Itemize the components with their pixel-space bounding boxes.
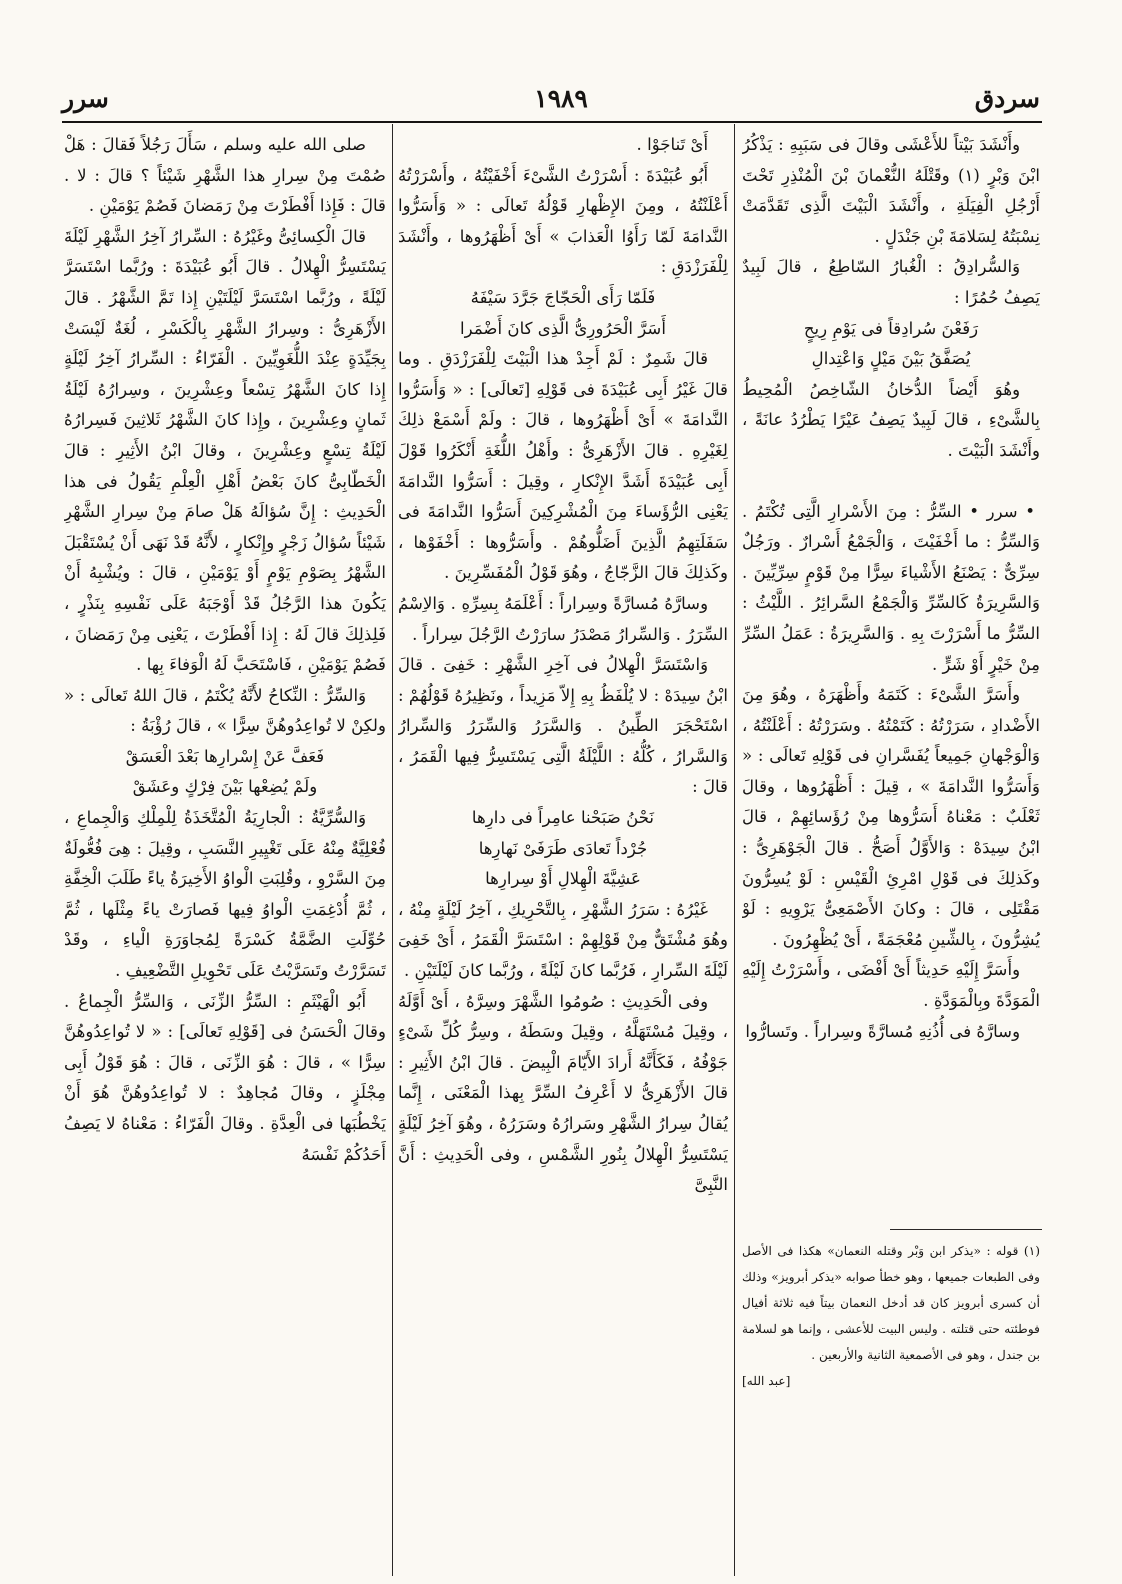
paragraph: وأَسَرَّ الشَّىْءَ : كَتَمَهُ وأَظْهَرَهُ ، وهُوَ مِنَ الأَضْدادِ ، سَرَرْتُهُ : كَتَمْتُهُ . وسَرَرْتُهُ : أَعْلَنْتُهُ ، وَالْوَجْهانِ جَمِيعاً يُفَسَّرانِ فى قَوْلِهِ تَعالَى : « وَأَسَرُّوا النَّدامَةَ » ، قِيلَ : أَظْهَرُوها ، وقالَ ثَعْلَبٌ : مَعْناهُ أَسَرُّوها مِنْ رُؤَسائِهِمْ ، قالَ ابْنُ سِيدَهْ : وَالأَوَّلُ أَصَحُّ . قالَ الْجَوْهَرِىُّ : وكَذلِكَ فى قَوْلِ امْرِئِ الْقَيْسِ : لَوْ يُسِرُّونَ مَقْتَلِى ، قالَ : وكانَ الأَصْمَعِىُّ يَرْوِيهِ : لَوْ يُشِرُّونَ ، بِالشِّينِ مُعْجَمَةً ، أَىْ يُظْهِرُونَ . [742, 685, 1040, 949]
header-rule [62, 121, 1042, 123]
column-divider-left [392, 124, 393, 1576]
paragraph: وَالسُّرادِقُ : الْغُبارُ السّاطِعُ ، قالَ لَبِيدٌ يَصِفُ حُمُرًا : [742, 257, 1040, 307]
paragraph: أَبُو عُبَيْدَةَ : أَسْرَرْتُ الشَّىْءَ أَخْفَيْتُهُ ، وأَسْرَرْتُهُ أَعْلَنْتُهُ ، ومِنَ الإِظْهارِ قَوْلُهُ تَعالَى : « وَأَسَرُّوا النَّدامَةَ لَمّا رَأَوُا الْعَذابَ » أَىْ أَظْهَرُوها ، وأَنْشَدَ لِلْفَرَزْدَقِ : [398, 165, 728, 277]
paragraph: وأَنْشَدَ بَيْتاً للأَعْشَى وقالَ فى سَبَبِهِ : يَذْكُرُ ابْنَ وَبْرٍ (١) وقَتْلَهُ النُّعْمانَ بْنَ الْمُنْذِرِ تَحْتَ أَرْجُلِ الْفِيَلَةِ ، وأَنْشَدَ الْبَيْتَ الَّذِى تَقَدَّمَتْ نِسْبَتُهُ لِسَلامَةَ بْنِ جَنْدَلٍ . [742, 135, 1040, 246]
header-right-word: سردق [974, 84, 1040, 113]
paragraph: غَيْرُهُ : سَرَرُ الشَّهْرِ ، بِالتَّحْرِيكِ ، آخِرُ لَيْلَةٍ مِنْهُ ، وهُوَ مُشْتَقٌّ مِنْ قَوْلِهِمْ : اسْتَسَرَّ الْقَمَرُ ، أَىْ خَفِىَ لَيْلَةَ السِّرارِ ، فَرُبَّما كانَ لَيْلَةً ، ورُبَّما كانَ لَيْلَتَيْنِ . [398, 899, 728, 981]
paragraph: وفى الْحَدِيثِ : صُومُوا الشَّهْرَ وسِرَّهُ ، أَىْ أَوَّلَهُ ، وقِيلَ مُسْتَهَلَّهُ ، وقِيلَ وسَطَهُ ، وسِرُّ كُلِّ شَىْءٍ جَوْفُهُ ، فَكَأَنَّهُ أَرادَ الأَيّامَ الْبِيضَ . قالَ ابْنُ الأَثِيرِ : قالَ الأَزْهَرِىُّ لا أَعْرِفُ السِّرَّ بِهذا الْمَعْنَى ، إِنَّما يُقالُ سِرارُ الشَّهْرِ وسَرارُهُ وسَرَرُهُ ، وهُوَ آخِرُ لَيْلَةٍ يَسْتَسِرُّ الْهِلالُ بِنُورِ الشَّمْسِ ، وفى الْحَدِيثِ : أَنَّ النَّبِىَّ [398, 991, 728, 1195]
paragraph: وَالسِّرُّ : النِّكاحُ لأَنَّهُ يُكْتَمُ ، قالَ اللهُ تَعالَى : « ولكِنْ لا تُواعِدُوهُنَّ سِرًّا » ، قالَ رُؤْبَةُ : [64, 685, 386, 736]
paragraph: قالَ الْكِسائِىُّ وغَيْرُهُ : السِّرارُ آخِرُ الشَّهْرِ لَيْلَةَ يَسْتَسِرُّ الْهِلالُ . قالَ أَبُو عُبَيْدَةَ : ورُبَّما اسْتَسَرَّ لَيْلَةً ، ورُبَّما اسْتَسَرَّ لَيْلَتَيْنِ إِذا تَمَّ الشَّهْرُ . قالَ الأَزْهَرِىُّ : وسِرارُ الشَّهْرِ بِالْكَسْرِ ، لُغَةٌ لَيْسَتْ بِجَيِّدَةٍ عِنْدَ اللُّغَوِيِّينَ . الْفَرّاءُ : السِّرارُ آخِرُ لَيْلَةٍ إِذا كانَ الشَّهْرُ تِسْعاً وعِشْرِينَ ، وسِرارُهُ لَيْلَةُ ثَمانٍ وعِشْرِينَ ، وإِذا كانَ الشَّهْرُ ثَلاثِينَ فَسِرارُهُ لَيْلَةُ تِسْعٍ وعِشْرِينَ ، وقالَ ابْنُ الأَثِيرِ : قالَ الْخَطّابِىُّ كانَ بَعْضُ أَهْلِ الْعِلْمِ يَقُولُ فى هذا الْحَدِيثِ : إِنَّ سُؤالَهُ هَلْ صامَ مِنْ سِرارِ الشَّهْرِ شَيْئاً سُؤالُ زَجْرٍ وإِنْكارٍ ، لأَنَّهُ قَدْ نَهَى أَنْ يُسْتَقْبَلَ الشَّهْرُ بِصَوْمِ يَوْمٍ أَوْ يَوْمَيْنِ ، قالَ : ويُشْبِهُ أَنْ يَكُونَ هذا الرَّجُلُ قَدْ أَوْجَبَهُ عَلَى نَفْسِهِ بِنَذْرٍ ، فَلِذلِكَ قالَ لَهُ : إِذا أَفْطَرْتَ ، يَعْنِى مِنْ رَمَضانَ ، فَصُمْ يَوْمَيْنِ ، فَاسْتَحَبَّ لَهُ الْوَفاءَ بِها . [64, 226, 386, 675]
verse-line: رَفَعْنَ سُرادِقاً فى يَوْمِ رِيحٍ [803, 318, 979, 338]
footnote-text: (١) قوله : «يذكر ابن وَبْر وقتله النعمان» هكذا فى الأصل وفى الطبعات جميعها ، وهو خطأ صوابه «يذكر أبرويز» وذلك أن كسرى أبرويز كان قد أدخل النعمان بيتاً فيه ثلاثة أفيال فوطئته حتى قتلته . وليس البيت للأعشى ، وإنما هو لسلامة بن جندل ، وهو فى الأصمعية الثانية والأربعين . [742, 1244, 1040, 1362]
paragraph: صلى الله عليه وسلم ، سَأَلَ رَجُلاً فَقالَ : هَلْ صُمْتَ مِنْ سِرارِ هذا الشَّهْرِ شَيْئاً ؟ قالَ : لا . قالَ : فَإِذا أَفْطَرْتَ مِنْ رَمَضانَ فَصُمْ يَوْمَيْنِ . [64, 135, 386, 216]
column-divider-right [734, 124, 735, 1576]
footnote-signature: [عبد الله] [742, 1374, 791, 1388]
page-header [0, 0, 1122, 122]
verse-line: فَلَمّا رَأَى الْحَجّاجَ جَرَّدَ سَيْفَهُ [470, 287, 656, 307]
verse-line: أَسَرَّ الْحَرُورِىُّ الَّذِى كانَ أَضْمَرا [460, 318, 666, 338]
page-number: ١٩٨٩ [534, 84, 588, 113]
paragraph: وسارَّهُ مُسارَّةً وسِراراً : أَعْلَمَهُ بِسِرِّهِ . وَالاِسْمُ السِّرَرُ . وَالسِّرارُ مَصْدَرُ سارَرْتُ الرَّجُلَ سِراراً . [398, 593, 728, 644]
verse-line: جُرْداً تَعادَى طَرَفَىْ نَهارِها [478, 838, 648, 858]
header-left-word: سرر [62, 84, 109, 113]
paragraph: وسارَّهُ فى أُذُنِهِ مُسارَّةً وسِراراً . وتَسارُّوا [745, 1021, 1021, 1041]
paragraph: وَاسْتَسَرَّ الْهِلالُ فى آخِرِ الشَّهْرِ : خَفِىَ . قالَ ابْنُ سِيدَهْ : لا يُلْفَظُ بِهِ إِلاّ مَزِيداً ، ونَظِيرُهُ قَوْلُهُمْ : اسْتَحْجَرَ الطِّينُ . وَالسَّرَرُ وَالسِّرَرُ وَالسِّرارُ وَالسَّرارُ ، كُلُّهُ : اللَّيْلَةُ الَّتِى يَسْتَسِرُّ فِيها الْقَمَرُ ، قالَ : [398, 655, 728, 797]
verse-line: ولَمْ يُضِعْها بَيْنَ فِرْكٍ وعَشَقْ [132, 777, 318, 797]
middle-column [398, 130, 728, 1570]
paragraph: وَالسُّرِّيَّةُ : الْجارِيَةُ الْمُتَّخَذَةُ لِلْمِلْكِ وَالْجِماعِ ، فُعْلِيَّةٌ مِنْهُ عَلَى تَغْيِيرِ النَّسَبِ ، وقِيلَ : هِىَ فُعُّولَةٌ مِنَ السَّرْوِ ، وقُلِبَتِ الْواوُ الأَخِيرَةُ ياءً طَلَبَ الْخِفَّةِ ، ثُمَّ أُدْغِمَتِ الْواوُ فِيها فَصارَتْ ياءً مِثْلَها ، ثُمَّ حُوِّلَتِ الضَّمَّةُ كَسْرَةً لِمُجاوَرَةِ الْياءِ ، وقَدْ تَسَرَّرْتُ وتَسَرَّيْتُ عَلَى تَحْوِيلِ التَّضْعِيفِ . [64, 808, 386, 981]
verse-line: نَحْنُ صَبَحْنا عامِراً فى دارِها [471, 808, 655, 828]
footnote [742, 1238, 1040, 1394]
entry-heading-paragraph: • سرر • السِّرُّ : مِنَ الأَسْرارِ الَّتِى تُكْتَمُ . وَالسِّرُّ : ما أَخْفَيْتَ ، وَالْجَمْعُ أَسْرارٌ . ورَجُلٌ سِرِّىٌّ : يَصْنَعُ الأَشْياءَ سِرًّا مِنْ قَوْمٍ سِرِّيِّينَ . وَالسَّرِيرَةُ كَالسِّرِّ وَالْجَمْعُ السَّرائِرُ . اللَّيْثُ : السِّرُّ ما أَسْرَرْتَ بِهِ . وَالسَّرِيرَةُ : عَمَلُ السِّرِّ مِنْ خَيْرٍ أَوْ شَرٍّ . [742, 501, 1040, 674]
paragraph: أَبُو الْهَيْثَمِ : السِّرُّ الزِّنَى ، وَالسِّرُّ الْجِماعُ . وقالَ الْحَسَنُ فى [قَوْلِهِ تَعالَى] : « لا تُواعِدُوهُنَّ سِرًّا » ، قالَ : هُوَ الزِّنَى ، قالَ : هُوَ قَوْلُ أَبِى مِجْلَزٍ ، وقالَ مُجاهِدٌ : لا تُواعِدُوهُنَّ هُوَ أَنْ يَخْطُبَها فى الْعِدَّةِ . وقالَ الْفَرّاءُ : مَعْناهُ لا يَصِفُ أَحَدُكُمْ نَفْسَهُ [64, 991, 386, 1164]
paragraph: أَىْ تَناجَوْا . [636, 135, 709, 154]
verse-line: فَعَفَّ عَنْ إِسْرارِها بَعْدَ الْعَسَقْ [125, 746, 325, 766]
left-column [64, 130, 386, 1570]
paragraph: وهُوَ أَيْضاً الدُّخانُ الشّاخِصُ الْمُحِيطُ بِالشَّىْءِ ، قالَ لَبِيدٌ يَصِفُ عَيْرًا يَطْرُدُ عانَةً ، وأَنْشَدَ الْبَيْتَ . [742, 379, 1040, 460]
verse-line: يُصَفَّقُ بَيْنَ مَيْلٍ وَاعْتِدالِ [811, 349, 971, 369]
verse-line: عَشِيَّةَ الْهِلالِ أَوْ سِرارِها [485, 869, 641, 889]
paragraph: قالَ شَمِرٌ : لَمْ أَجِدْ هذا الْبَيْتَ لِلْفَرَزْدَقِ . وما قالَ غَيْرُ أَبِى عُبَيْدَةَ فى قَوْلِهِ [تَعالَى] : « وَأَسَرُّوا النَّدامَةَ » أَىْ أَظْهَرُوها ، قالَ : ولَمْ أَسْمَعْ ذلِكَ لِغَيْرِهِ . قالَ الأَزْهَرِىُّ : وأَهْلُ اللُّغَةِ أَنْكَرُوا قَوْلَ أَبِى عُبَيْدَةَ أَشَدَّ الإِنْكارِ ، وقِيلَ : أَسَرُّوا النَّدامَةَ يَعْنِى الرُّؤَساءَ مِنَ الْمُشْرِكِينَ أَسَرُّوا النَّدامَةَ فى سَفَلَتِهِمُ الَّذِينَ أَضَلُّوهُمْ . وأَسَرُّوها : أَخْفَوْها ، وكَذلِكَ قالَ الزَّجّاجُ ، وهُوَ قَوْلُ الْمُفَسِّرِينَ . [398, 349, 728, 583]
paragraph: وأَسَرَّ إِلَيْهِ حَدِيثاً أَىْ أَفْضَى ، وأَسْرَرْتُ إِلَيْهِ الْمَوَدَّةَ وبِالْمَوَدَّةِ . [742, 960, 1040, 1011]
footnote-rule [890, 1229, 1042, 1230]
